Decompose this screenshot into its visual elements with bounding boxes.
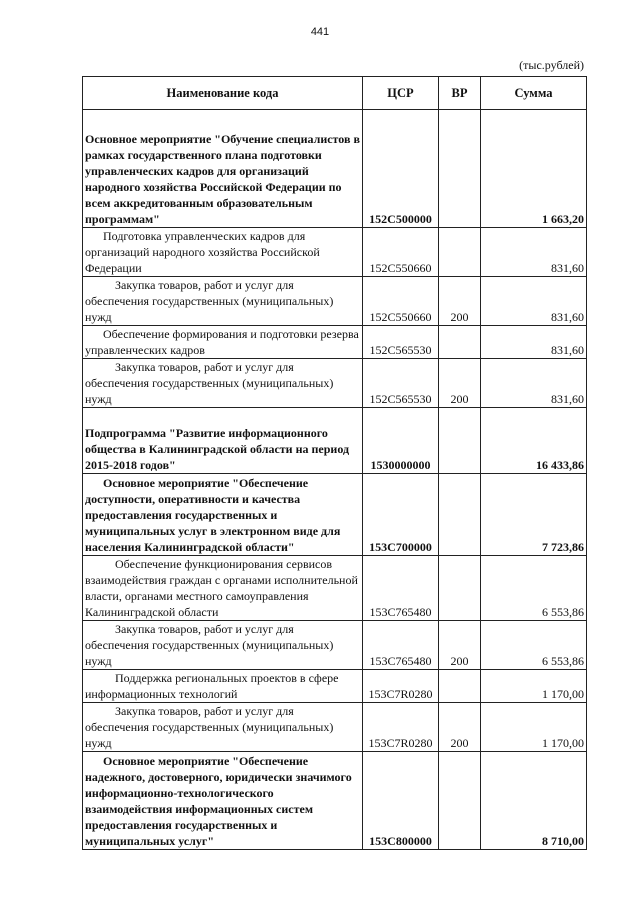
row-csr: 153С765480 (363, 556, 439, 621)
row-name: Подпрограмма "Развитие информационного общества в Калининградской области на период 2015-2018 годов" (83, 408, 363, 474)
row-vr: 200 (439, 359, 481, 408)
row-sum: 831,60 (481, 359, 587, 408)
row-csr: 153С765480 (363, 621, 439, 670)
row-csr: 153С7R0280 (363, 670, 439, 703)
unit-label: (тыс.рублей) (519, 58, 584, 72)
header-name: Наименование кода (83, 77, 363, 110)
row-vr: 200 (439, 621, 481, 670)
page-number: 441 (310, 26, 330, 38)
row-name: Основное мероприятие "Обучение специалистов в рамках государственного плана подготовки управленческих кадров для организаций народного хозяйства Российской Федерации по всем аккредитованным образовательным программам" (83, 110, 363, 228)
row-csr: 152С550660 (363, 228, 439, 277)
row-name: Основное мероприятие "Обеспечение доступности, оперативности и качества предоставления государственных и муниципальных услуг в электронном виде для населения Калининградской области" (83, 474, 363, 556)
table-row (83, 359, 587, 408)
row-sum: 1 663,20 (481, 110, 587, 228)
header-sum: Сумма (481, 77, 587, 110)
budget-table (82, 76, 587, 850)
row-csr: 1530000000 (363, 408, 439, 474)
row-name: Обеспечение формирования и подготовки резерва управленческих кадров (83, 326, 363, 359)
row-vr (439, 228, 481, 277)
row-csr: 152С565530 (363, 359, 439, 408)
header-csr: ЦСР (363, 77, 439, 110)
row-sum: 8 710,00 (481, 752, 587, 850)
row-vr: 200 (439, 703, 481, 752)
row-csr: 153С700000 (363, 474, 439, 556)
row-name: Обеспечение функционирования сервисов взаимодействия граждан с органами исполнительной власти, органами местного самоуправления Калининградской области (83, 556, 363, 621)
row-sum: 6 553,86 (481, 621, 587, 670)
table-row (83, 474, 587, 556)
table-row (83, 670, 587, 703)
row-name: Подготовка управленческих кадров для организаций народного хозяйства Российской Федерации (83, 228, 363, 277)
table-row (83, 408, 587, 474)
row-vr (439, 474, 481, 556)
row-vr (439, 670, 481, 703)
row-vr: 200 (439, 277, 481, 326)
table-row (83, 703, 587, 752)
header-vr: ВР (439, 77, 481, 110)
table-row (83, 556, 587, 621)
row-vr (439, 110, 481, 228)
row-sum: 831,60 (481, 228, 587, 277)
table-row (83, 228, 587, 277)
row-sum: 16 433,86 (481, 408, 587, 474)
row-vr (439, 326, 481, 359)
table-row (83, 621, 587, 670)
table-header (83, 77, 587, 110)
row-name: Закупка товаров, работ и услуг для обеспечения государственных (муниципальных) нужд (83, 277, 363, 326)
row-csr: 153С800000 (363, 752, 439, 850)
row-sum: 831,60 (481, 277, 587, 326)
row-vr (439, 408, 481, 474)
row-csr: 152С565530 (363, 326, 439, 359)
row-name: Основное мероприятие "Обеспечение надежного, достоверного, юридически значимого информационно-технологического взаимодействия информационных систем предоставления государственных и муниципальных услуг" (83, 752, 363, 850)
table-row (83, 277, 587, 326)
row-name: Закупка товаров, работ и услуг для обеспечения государственных (муниципальных) нужд (83, 621, 363, 670)
row-vr (439, 752, 481, 850)
table-row (83, 110, 587, 228)
row-sum: 831,60 (481, 326, 587, 359)
row-csr: 152С500000 (363, 110, 439, 228)
row-csr: 153С7R0280 (363, 703, 439, 752)
row-name: Закупка товаров, работ и услуг для обеспечения государственных (муниципальных) нужд (83, 703, 363, 752)
row-csr: 152С550660 (363, 277, 439, 326)
table-row (83, 326, 587, 359)
row-sum: 1 170,00 (481, 703, 587, 752)
row-vr (439, 556, 481, 621)
row-sum: 7 723,86 (481, 474, 587, 556)
row-sum: 6 553,86 (481, 556, 587, 621)
row-name: Поддержка региональных проектов в сфере информационных технологий (83, 670, 363, 703)
table-row (83, 752, 587, 850)
row-sum: 1 170,00 (481, 670, 587, 703)
row-name: Закупка товаров, работ и услуг для обеспечения государственных (муниципальных) нужд (83, 359, 363, 408)
